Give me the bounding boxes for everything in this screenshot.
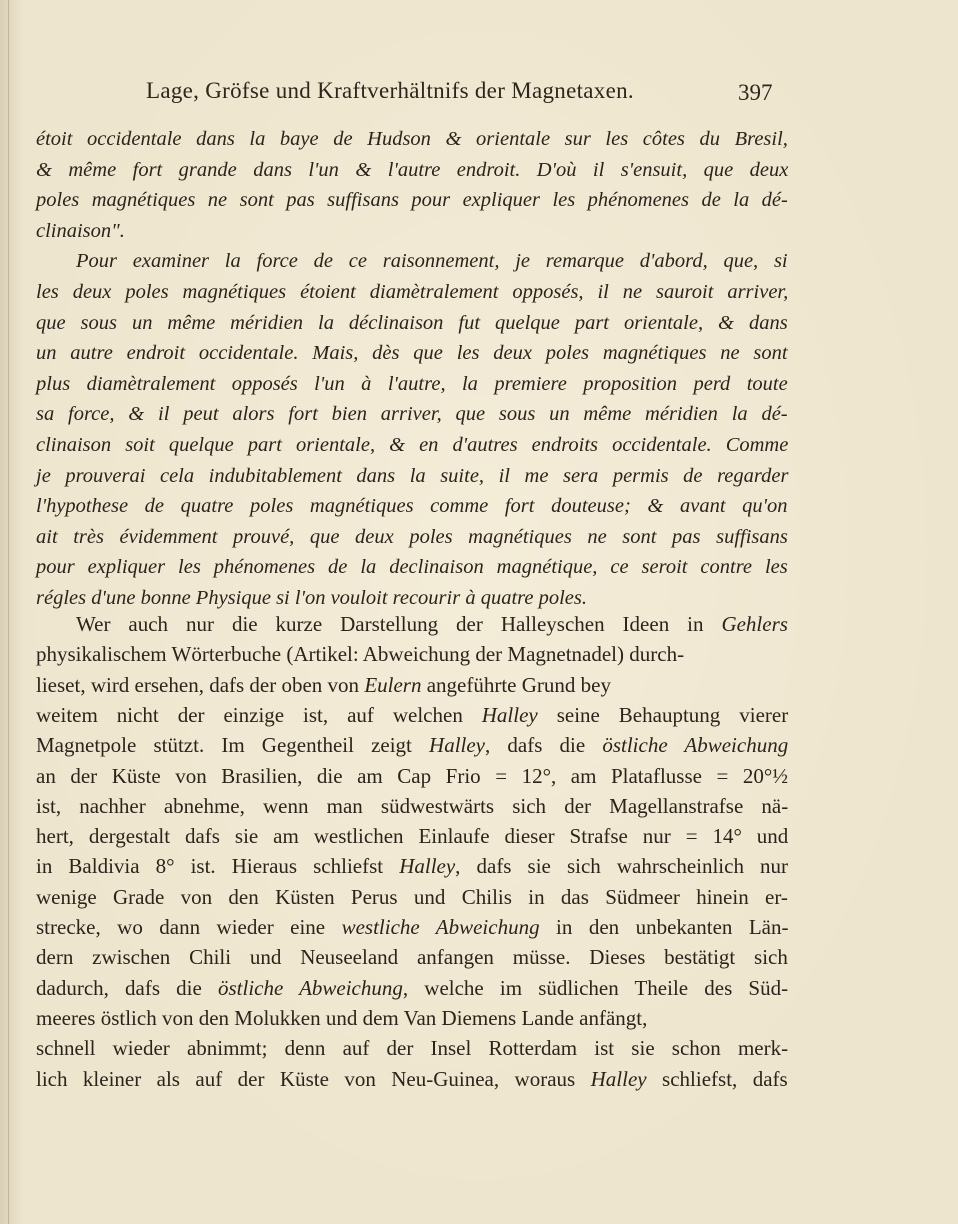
french-text-line: un autre endroit occidentale. Mais, dès que les deux poles magnétiques ne sont xyxy=(36,342,788,365)
text-segment: , dafs die xyxy=(485,733,603,758)
german-text-line xyxy=(36,1067,788,1092)
french-text-line: l'hypothese de quatre poles magnétiques comme fort douteuse; & avant qu'on xyxy=(36,495,788,518)
text-segment: an der Küste von Brasilien, die am Cap Frio = 12°, am Plataflusse = 20°½ xyxy=(36,763,789,788)
german-text-line xyxy=(36,824,788,849)
italic-emphasis: westliche Abweichung xyxy=(341,915,540,939)
french-text-line: & même fort grande dans l'un & l'autre endroit. D'où il s'ensuit, que deux xyxy=(36,158,789,181)
text-segment: meeres östlich von den Molukken und dem Van Diemens Lande anfängt, xyxy=(36,1005,648,1030)
text-segment: schliefst, dafs xyxy=(646,1066,788,1091)
french-text-line: je prouverai cela indubitablement dans la suite, il me sera permis de regarder xyxy=(36,464,789,487)
text-segment: dern zwischen Chili und Neuseeland anfangen müsse. Dieses bestätigt sich xyxy=(36,945,788,970)
french-text-line: que sous un même méridien la déclinaison fut quelque part orientale, & dans xyxy=(36,311,788,334)
german-text-line xyxy=(36,733,788,758)
text-segment: seine Behauptung vierer xyxy=(537,702,789,727)
french-text-line: Pour examiner la force de ce raisonnement, je remarque d'abord, que, si xyxy=(76,250,788,273)
italic-emphasis: Halley xyxy=(429,733,486,758)
text-segment: , welche im südlichen Theile des Süd- xyxy=(402,975,789,1000)
italic-emphasis: Halley xyxy=(590,1066,647,1091)
text-segment: schnell wieder abnimmt; denn auf der Insel Rotterdam ist sie schon merk- xyxy=(36,1036,789,1061)
french-text-line: régles d'une bonne Physique si l'on vouloit recourir à quatre poles. xyxy=(36,587,587,609)
italic-emphasis: Halley xyxy=(399,854,456,879)
french-text-line: ait très évidemment prouvé, que deux poles magnétiques ne sont pas suffisans xyxy=(36,525,788,548)
text-segment: , dafs sie sich wahrscheinlich nur xyxy=(455,854,789,879)
text-segment: ist, nachher abnehme, wenn man südwestwärts sich der Magellanstrafse nä- xyxy=(36,793,789,818)
german-text-line xyxy=(36,673,611,698)
text-segment: in den unbekanten Län- xyxy=(539,915,789,939)
french-text-line: les deux poles magnétiques étoient diamètralement opposés, il ne sauroit arriver, xyxy=(36,281,789,303)
text-segment: physikalischem Wörterbuche (Artikel: Abweichung der Magnetnadel) durch- xyxy=(36,642,685,667)
german-text-line xyxy=(36,976,788,1001)
french-text-line: plus diamètralement opposés l'un à l'autre, la premiere proposition perd toute xyxy=(36,372,788,395)
page-gutter-edge xyxy=(8,0,9,1224)
italic-emphasis: Gehlers xyxy=(721,612,788,636)
french-text-line: poles magnétiques ne sont pas suffisans pour expliquer les phénomenes de la dé- xyxy=(36,189,788,212)
text-segment: strecke, wo dann wieder eine xyxy=(36,915,342,939)
text-segment: in Baldivia 8° ist. Hieraus schliefst xyxy=(36,854,400,879)
german-text-line xyxy=(76,612,788,637)
german-text-line xyxy=(36,854,788,879)
text-segment: angeführte Grund bey xyxy=(421,672,611,697)
text-segment: Magnetpole stützt. Im Gegentheil zeigt xyxy=(36,733,430,758)
german-text-line xyxy=(36,764,788,789)
german-text-line xyxy=(36,915,789,940)
text-segment: Wer auch nur die kurze Darstellung der Halleyschen Ideen in xyxy=(76,612,722,636)
text-segment: wenige Grade von den Küsten Perus und Chilis in das Südmeer hinein er- xyxy=(36,884,788,909)
page-number: 397 xyxy=(738,80,773,105)
running-header: Lage, Gröfse und Kraftverhältnifs der Magnetaxen. xyxy=(146,78,634,103)
italic-emphasis: östliche Abweichung xyxy=(217,975,403,1000)
german-text-line xyxy=(36,1006,647,1031)
german-text-line xyxy=(36,885,788,910)
text-segment: dadurch, dafs die xyxy=(36,975,218,1000)
german-text-line xyxy=(36,794,788,819)
german-text-line xyxy=(36,642,684,667)
french-text-line: clinaison soit quelque part orientale, & en d'autres endroits occidentale. Comme xyxy=(36,434,789,456)
french-text-line: clinaison". xyxy=(36,219,125,242)
french-text-line: pour expliquer les phénomenes de la declinaison magnétique, ce seroit contre les xyxy=(36,556,788,579)
text-segment: weitem nicht der einzige ist, auf welchen xyxy=(36,702,482,727)
text-segment: lich kleiner als auf der Küste von Neu-Guinea, woraus xyxy=(36,1066,591,1091)
german-text-line xyxy=(36,1036,788,1061)
german-text-line xyxy=(36,703,788,728)
italic-emphasis: Eulern xyxy=(364,672,422,697)
text-segment: hert, dergestalt dafs sie am westlichen Einlaufe dieser Strafse nur = 14° und xyxy=(36,824,789,849)
french-text-line: étoit occidentale dans la baye de Hudson & orientale sur les côtes du Bresil, xyxy=(36,128,788,150)
italic-emphasis: östliche Abweichung xyxy=(602,733,789,758)
text-segment: lieset, wird ersehen, dafs der oben von xyxy=(36,672,365,697)
italic-emphasis: Halley xyxy=(481,702,538,727)
german-text-line xyxy=(36,945,788,970)
french-text-line: sa force, & il peut alors fort bien arriver, que sous un même méridien la dé- xyxy=(36,403,788,426)
